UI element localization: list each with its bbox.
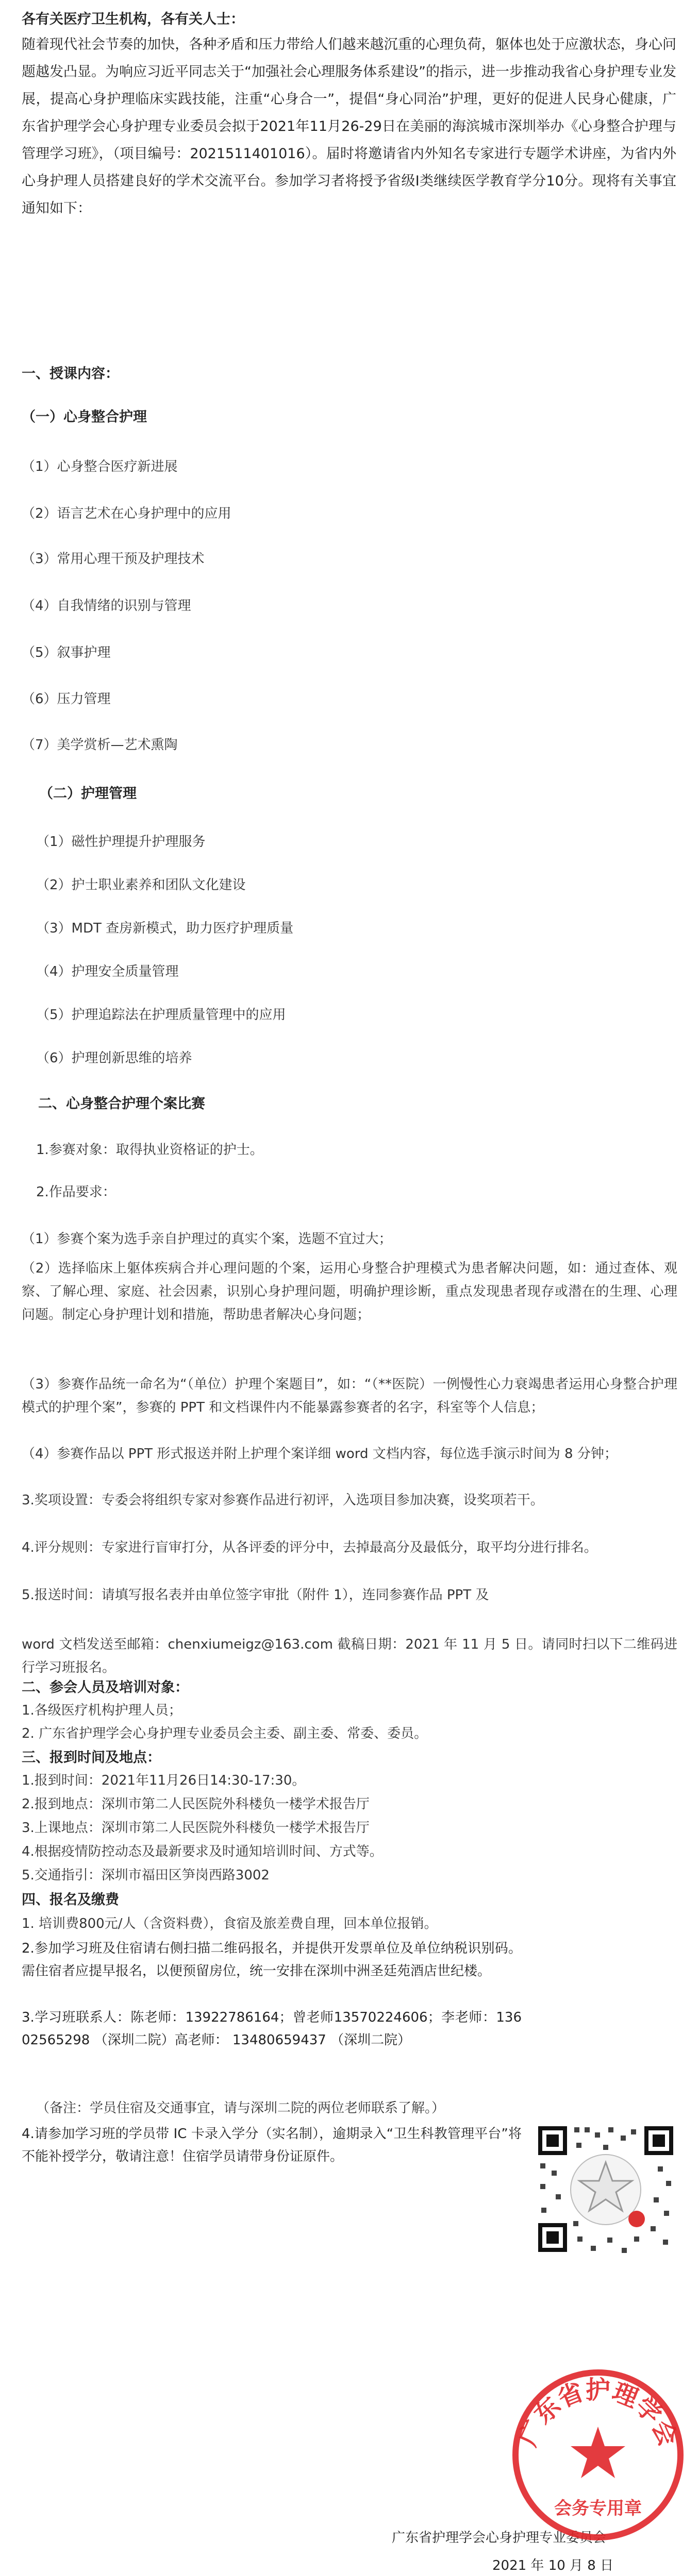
section4-item-3: 3.上课地点：深圳市第二人民医院外科楼负一楼学术报告厅 bbox=[22, 1820, 370, 1836]
section5-title: 四、报名及缴费 bbox=[22, 1892, 119, 1908]
section4-item-2: 2.报到地点：深圳市第二人民医院外科楼负一楼学术报告厅 bbox=[22, 1797, 370, 1812]
section4-item-1: 1.报到时间：2021年11月26日14:30-17:30。 bbox=[22, 1773, 306, 1788]
section4-item-5: 5.交通指引：深圳市福田区笋岗西路3002 bbox=[22, 1868, 270, 1883]
section1-title: 一、授课内容： bbox=[22, 366, 119, 382]
section2-r1: （1）参赛个案为选手亲自护理过的真实个案，选题不宜过大； bbox=[22, 1231, 392, 1247]
subA-item-3: （3）常用心理干预及护理技术 bbox=[22, 551, 205, 567]
subB-item-4: （4）护理安全质量管理 bbox=[36, 964, 179, 979]
section2-p5: 5.报送时间：请填写报名表并由单位签字审批（附件 1），连同参赛作品 PPT 及 bbox=[22, 1587, 489, 1603]
svg-text:广东省护理学会: 广东省护理学会 bbox=[513, 2376, 683, 2451]
svg-text:会务专用章: 会务专用章 bbox=[554, 2498, 642, 2519]
section2-r3: （3）参赛作品统一命名为“（单位）护理个案题目”，如：“（**医院）一例慢性心力衰竭患者运用心身整合护理模式的护理个案”，参赛的 PPT 和文档课件内不能暴露参赛者的名字，科室等个人信息； bbox=[22, 1377, 677, 1415]
subA-item-5: （5）叙事护理 bbox=[22, 645, 111, 660]
section5-p2: 2.参加学习班及住宿请右侧扫描二维码报名，并提供开发票单位及单位纳税识别码。需住宿者应提早报名，以便预留房位，统一安排在深圳中洲圣廷苑酒店世纪楼。 bbox=[22, 1941, 522, 1979]
section3-item-1: 1.各级医疗机构护理人员； bbox=[22, 1703, 182, 1718]
section5-note: （备注：学员住宿及交通事宜，请与深圳二院的两位老师联系了解。） bbox=[36, 2100, 445, 2116]
section4-title: 三、报到时间及地点： bbox=[22, 1750, 161, 1766]
section5-p4: 4.请参加学习班的学员带 IC 卡录入学分（实名制），逾期录入“卫生科教管理平台”将不能补授学分，敬请注意！住宿学员请带身份证原件。 bbox=[22, 2126, 522, 2164]
subB-item-5: （5）护理追踪法在护理质量管理中的应用 bbox=[36, 1007, 286, 1023]
subB-item-1: （1）磁性护理提升护理服务 bbox=[36, 834, 206, 850]
section1-subB-title: （二）护理管理 bbox=[39, 786, 137, 802]
section3-item-2: 2. 广东省护理学会心身护理专业委员会主委、副主委、常委、委员。 bbox=[22, 1726, 428, 1741]
section2-p3: 3.奖项设置：专委会将组织专家对参赛作品进行初评，入选项目参加决赛，设奖项若干。 bbox=[22, 1493, 544, 1508]
section2-title: 二、心身整合护理个案比赛 bbox=[38, 1096, 205, 1112]
signature-date: 2021 年 10 月 8 日 bbox=[492, 2558, 614, 2573]
intro-paragraph: 随着现代社会节奏的加快，各种矛盾和压力带给人们越来越沉重的心理负荷，躯体也处于应激状态，身心问题越发凸显。为响应习近平同志关于“加强社会心理服务体系建设”的指示，进一步推动我省心身护理专业发展，提高心身护理临床实践技能，注重“心身合一”，提倡“身心同治”护理，更好的促进人民身心健康，广东省护理学会心身护理专业委员会拟于2021年11月26-29日在美丽的海滨城市深圳举办《心身整合护理与管理学习班》，（项目编号：2021511401016）。届时将邀请省内外知名专家进行专题学术讲座，为省内外心身护理人员搭建良好的学术交流平台。参加学习者将授予省级Ⅰ类继续医学教育学分10分。现将有关事宜通知如下： bbox=[22, 37, 676, 216]
section3-title: 二、参会人员及培训对象： bbox=[22, 1680, 189, 1696]
section2-r4: （4）参赛作品以 PPT 形式报送并附上护理个案详细 word 文档内容，每位选手演示时间为 8 分钟； bbox=[22, 1446, 618, 1462]
subA-item-1: （1）心身整合医疗新进展 bbox=[22, 459, 178, 474]
official-seal-icon bbox=[503, 2360, 693, 2550]
qr-code-icon[interactable] bbox=[531, 2120, 680, 2259]
section2-p1: 1.参赛对象：取得执业资格证的护士。 bbox=[36, 1142, 263, 1158]
section4-item-4: 4.根据疫情防控动态及最新要求及时通知培训时间、方式等。 bbox=[22, 1844, 383, 1859]
subA-item-6: （6）压力管理 bbox=[22, 691, 111, 707]
section2-r2: （2）选择临床上躯体疾病合并心理问题的个案，运用心身整合护理模式为患者解决问题，如：通过查体、观察、了解心理、家庭、社会因素，识别心身护理问题，明确护理诊断，重点发现患者现存或潜在的生理、心理问题。制定心身护理计划和措施，帮助患者解决心身问题； bbox=[22, 1261, 677, 1323]
subB-item-6: （6）护理创新思维的培养 bbox=[36, 1050, 192, 1066]
section2-p2: 2.作品要求： bbox=[36, 1184, 116, 1200]
subA-item-2: （2）语言艺术在心身护理中的应用 bbox=[22, 506, 231, 521]
section5-p1: 1. 培训费800元/人（含资料费），食宿及旅差费自理，回本单位报销。 bbox=[22, 1916, 438, 1931]
subB-item-3: （3）MDT 查房新模式，助力医疗护理质量 bbox=[36, 921, 294, 936]
subA-item-7: （7）美学赏析—艺术熏陶 bbox=[22, 737, 178, 753]
section2-p4: 4.评分规则：专家进行盲审打分，从各评委的评分中，去掉最高分及最低分，取平均分进行排名。 bbox=[22, 1540, 597, 1555]
section1-subA-title: （一）心身整合护理 bbox=[22, 409, 147, 425]
section2-p5b: word 文档发送至邮箱：chenxiumeigz@163.com 截稿日期：2021 年 11 月 5 日。请同时扫以下二维码进行学习班报名。 bbox=[22, 1637, 677, 1675]
section5-p3: 3.学习班联系人：陈老师：13922786164；曾老师13570224606；李老师：13602565298 （深圳二院）高老师： 13480659437 （深圳二院） bbox=[22, 2010, 522, 2048]
subB-item-2: （2）护士职业素养和团队文化建设 bbox=[36, 877, 246, 893]
subA-item-4: （4）自我情绪的识别与管理 bbox=[22, 598, 191, 614]
signature-org: 广东省护理学会心身护理专业委员会 bbox=[392, 2530, 607, 2546]
salutation: 各有关医疗卫生机构，各有关人士： bbox=[22, 11, 244, 27]
